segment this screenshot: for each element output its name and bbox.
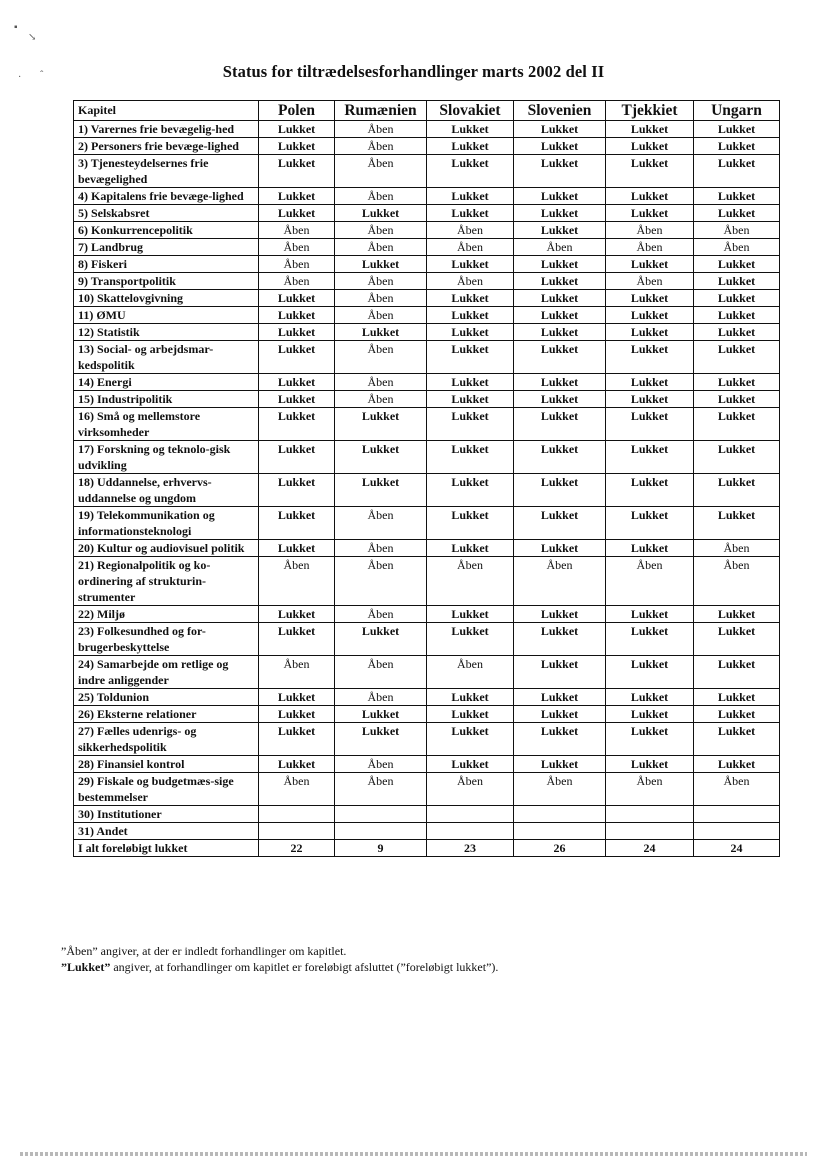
- status-cell-slovakiet: Åben: [427, 557, 514, 606]
- status-cell-ungarn: [694, 823, 780, 840]
- status-cell-tjekkiet: Lukket: [606, 188, 694, 205]
- status-cell-ungarn: Lukket: [694, 408, 780, 441]
- column-header-tjekkiet: Tjekkiet: [606, 101, 694, 121]
- status-cell-tjekkiet: Lukket: [606, 623, 694, 656]
- status-cell-ungarn: Lukket: [694, 706, 780, 723]
- chapter-cell: 2) Personers frie bevæge-lighed: [74, 138, 259, 155]
- chapter-cell: 21) Regionalpolitik og ko-ordinering af strukturin-strumenter: [74, 557, 259, 606]
- table-row: [74, 374, 780, 391]
- chapter-cell: 22) Miljø: [74, 606, 259, 623]
- status-cell-tjekkiet: Åben: [606, 273, 694, 290]
- status-cell-slovenien: Lukket: [514, 374, 606, 391]
- chapter-cell: 31) Andet: [74, 823, 259, 840]
- status-cell-tjekkiet: [606, 823, 694, 840]
- status-cell-rumaenien: Åben: [335, 239, 427, 256]
- status-cell-rumaenien: Åben: [335, 341, 427, 374]
- status-cell-slovakiet: Lukket: [427, 205, 514, 222]
- chapter-cell: 25) Toldunion: [74, 689, 259, 706]
- table-row: [74, 155, 780, 188]
- table-row: [74, 823, 780, 840]
- status-cell-polen: Lukket: [259, 507, 335, 540]
- total-value-rumaenien: 9: [335, 840, 427, 857]
- chapter-cell: 13) Social- og arbejdsmar-kedspolitik: [74, 341, 259, 374]
- status-cell-tjekkiet: Lukket: [606, 507, 694, 540]
- status-cell-rumaenien: Lukket: [335, 205, 427, 222]
- status-cell-rumaenien: Lukket: [335, 324, 427, 341]
- status-cell-slovenien: Lukket: [514, 756, 606, 773]
- status-cell-polen: Lukket: [259, 706, 335, 723]
- status-cell-slovenien: Lukket: [514, 341, 606, 374]
- status-cell-slovenien: Lukket: [514, 121, 606, 138]
- status-cell-slovakiet: Lukket: [427, 606, 514, 623]
- table-row: [74, 290, 780, 307]
- chapter-cell: 19) Telekommunikation og informationsteknologi: [74, 507, 259, 540]
- status-cell-ungarn: Åben: [694, 540, 780, 557]
- chapter-cell: 9) Transportpolitik: [74, 273, 259, 290]
- status-cell-slovenien: Åben: [514, 557, 606, 606]
- status-cell-slovakiet: Åben: [427, 273, 514, 290]
- status-cell-tjekkiet: Lukket: [606, 341, 694, 374]
- status-cell-polen: Åben: [259, 273, 335, 290]
- status-cell-slovenien: Lukket: [514, 391, 606, 408]
- table-row: [74, 507, 780, 540]
- status-cell-slovakiet: Åben: [427, 222, 514, 239]
- table-row: [74, 121, 780, 138]
- table-row: [74, 623, 780, 656]
- table-row: [74, 806, 780, 823]
- status-cell-tjekkiet: Lukket: [606, 408, 694, 441]
- status-cell-polen: Lukket: [259, 121, 335, 138]
- status-cell-ungarn: Lukket: [694, 756, 780, 773]
- status-cell-rumaenien: Åben: [335, 374, 427, 391]
- column-header-polen: Polen: [259, 101, 335, 121]
- chapter-cell: 26) Eksterne relationer: [74, 706, 259, 723]
- table-row: [74, 391, 780, 408]
- status-cell-polen: Lukket: [259, 723, 335, 756]
- table-body: [74, 121, 780, 840]
- status-cell-slovenien: Lukket: [514, 222, 606, 239]
- footnote-open-term: ”Åben”: [61, 944, 98, 958]
- table-row: [74, 273, 780, 290]
- chapter-cell: 3) Tjenesteydelsernes frie bevægelighed: [74, 155, 259, 188]
- status-cell-rumaenien: Åben: [335, 290, 427, 307]
- status-cell-polen: Lukket: [259, 188, 335, 205]
- status-cell-slovakiet: [427, 806, 514, 823]
- table-row: [74, 540, 780, 557]
- status-cell-ungarn: [694, 806, 780, 823]
- status-cell-slovenien: Lukket: [514, 689, 606, 706]
- status-cell-tjekkiet: Lukket: [606, 290, 694, 307]
- status-cell-ungarn: Lukket: [694, 441, 780, 474]
- status-cell-slovakiet: Åben: [427, 656, 514, 689]
- table-row: [74, 239, 780, 256]
- status-cell-rumaenien: Åben: [335, 138, 427, 155]
- status-cell-slovenien: Lukket: [514, 706, 606, 723]
- status-cell-ungarn: Lukket: [694, 155, 780, 188]
- status-cell-polen: Lukket: [259, 606, 335, 623]
- chapter-cell: 29) Fiskale og budgetmæs-sige bestemmelser: [74, 773, 259, 806]
- table-row: [74, 606, 780, 623]
- status-cell-tjekkiet: Lukket: [606, 706, 694, 723]
- table-row: [74, 256, 780, 273]
- status-cell-slovenien: Lukket: [514, 540, 606, 557]
- status-cell-slovenien: Lukket: [514, 441, 606, 474]
- status-cell-slovenien: [514, 823, 606, 840]
- status-cell-slovakiet: Lukket: [427, 256, 514, 273]
- status-cell-ungarn: Lukket: [694, 474, 780, 507]
- chapter-cell: 15) Industripolitik: [74, 391, 259, 408]
- status-cell-polen: Lukket: [259, 205, 335, 222]
- table-row: [74, 656, 780, 689]
- status-cell-ungarn: Lukket: [694, 324, 780, 341]
- status-cell-ungarn: Lukket: [694, 205, 780, 222]
- status-cell-polen: Lukket: [259, 374, 335, 391]
- table-row: [74, 756, 780, 773]
- status-cell-rumaenien: Åben: [335, 557, 427, 606]
- status-cell-slovenien: Lukket: [514, 307, 606, 324]
- status-cell-ungarn: Lukket: [694, 121, 780, 138]
- status-cell-ungarn: Lukket: [694, 656, 780, 689]
- scan-mark: ↘: [28, 32, 37, 43]
- status-cell-slovenien: Lukket: [514, 290, 606, 307]
- status-cell-slovakiet: Lukket: [427, 474, 514, 507]
- footnote-open: [61, 943, 741, 959]
- status-cell-rumaenien: Åben: [335, 391, 427, 408]
- status-cell-ungarn: Lukket: [694, 623, 780, 656]
- chapter-cell: 12) Statistik: [74, 324, 259, 341]
- chapter-cell: 27) Fælles udenrigs- og sikkerhedspolitik: [74, 723, 259, 756]
- status-cell-slovenien: Lukket: [514, 623, 606, 656]
- status-cell-polen: Åben: [259, 256, 335, 273]
- status-cell-slovakiet: Lukket: [427, 408, 514, 441]
- status-cell-slovenien: [514, 806, 606, 823]
- chapter-cell: 14) Energi: [74, 374, 259, 391]
- status-cell-slovenien: Lukket: [514, 723, 606, 756]
- status-cell-tjekkiet: Lukket: [606, 391, 694, 408]
- chapter-cell: 17) Forskning og teknolo-gisk udvikling: [74, 441, 259, 474]
- status-cell-rumaenien: Åben: [335, 155, 427, 188]
- status-cell-ungarn: Åben: [694, 557, 780, 606]
- table-row: [74, 689, 780, 706]
- status-cell-slovenien: Lukket: [514, 205, 606, 222]
- status-cell-slovakiet: Lukket: [427, 138, 514, 155]
- status-cell-tjekkiet: Lukket: [606, 474, 694, 507]
- scan-mark: ▪: [14, 22, 18, 33]
- total-value-slovakiet: 23: [427, 840, 514, 857]
- table-row: [74, 706, 780, 723]
- status-cell-rumaenien: Lukket: [335, 441, 427, 474]
- status-cell-slovakiet: Lukket: [427, 623, 514, 656]
- status-cell-rumaenien: Åben: [335, 689, 427, 706]
- status-cell-tjekkiet: Lukket: [606, 324, 694, 341]
- total-label: I alt foreløbigt lukket: [74, 840, 259, 857]
- chapter-cell: 20) Kultur og audiovisuel politik: [74, 540, 259, 557]
- chapter-cell: 16) Små og mellemstore virksomheder: [74, 408, 259, 441]
- footnotes: [61, 943, 741, 975]
- total-row: [74, 840, 780, 857]
- footnote-closed: [61, 959, 741, 975]
- status-cell-polen: [259, 806, 335, 823]
- status-cell-slovakiet: Lukket: [427, 391, 514, 408]
- status-cell-polen: Lukket: [259, 408, 335, 441]
- chapter-cell: 11) ØMU: [74, 307, 259, 324]
- status-cell-tjekkiet: Lukket: [606, 441, 694, 474]
- status-cell-ungarn: Lukket: [694, 290, 780, 307]
- status-cell-slovakiet: Lukket: [427, 689, 514, 706]
- status-cell-ungarn: Lukket: [694, 188, 780, 205]
- status-cell-rumaenien: Lukket: [335, 408, 427, 441]
- table-row: [74, 557, 780, 606]
- status-cell-ungarn: Lukket: [694, 374, 780, 391]
- status-cell-ungarn: Åben: [694, 239, 780, 256]
- status-cell-tjekkiet: Åben: [606, 557, 694, 606]
- scan-mark: ˆ: [40, 70, 44, 81]
- status-cell-tjekkiet: Åben: [606, 239, 694, 256]
- status-cell-ungarn: Lukket: [694, 606, 780, 623]
- status-cell-polen: Lukket: [259, 324, 335, 341]
- chapter-cell: 24) Samarbejde om retlige og indre anliggender: [74, 656, 259, 689]
- status-cell-slovakiet: Lukket: [427, 706, 514, 723]
- status-cell-slovenien: Lukket: [514, 474, 606, 507]
- chapter-cell: 4) Kapitalens frie bevæge-lighed: [74, 188, 259, 205]
- table-row: [74, 138, 780, 155]
- status-cell-slovenien: Lukket: [514, 408, 606, 441]
- status-cell-rumaenien: Åben: [335, 222, 427, 239]
- status-cell-ungarn: Lukket: [694, 138, 780, 155]
- status-cell-rumaenien: [335, 823, 427, 840]
- chapter-cell: 23) Folkesundhed og for-brugerbeskyttelse: [74, 623, 259, 656]
- status-cell-rumaenien: Lukket: [335, 256, 427, 273]
- table-row: [74, 441, 780, 474]
- table-row: [74, 205, 780, 222]
- status-cell-slovenien: Lukket: [514, 656, 606, 689]
- status-cell-tjekkiet: Åben: [606, 222, 694, 239]
- table-row: [74, 408, 780, 441]
- status-cell-rumaenien: [335, 806, 427, 823]
- status-cell-rumaenien: Åben: [335, 273, 427, 290]
- status-cell-slovakiet: Lukket: [427, 756, 514, 773]
- status-cell-slovakiet: Lukket: [427, 290, 514, 307]
- status-cell-tjekkiet: Lukket: [606, 606, 694, 623]
- status-cell-polen: Lukket: [259, 290, 335, 307]
- status-cell-ungarn: Lukket: [694, 307, 780, 324]
- status-cell-tjekkiet: Lukket: [606, 656, 694, 689]
- status-cell-polen: Lukket: [259, 391, 335, 408]
- status-cell-ungarn: Lukket: [694, 723, 780, 756]
- status-cell-rumaenien: Åben: [335, 507, 427, 540]
- table-row: [74, 341, 780, 374]
- footnote-closed-term: ”Lukket”: [61, 960, 111, 974]
- chapter-cell: 18) Uddannelse, erhvervs-uddannelse og ungdom: [74, 474, 259, 507]
- status-cell-tjekkiet: Lukket: [606, 121, 694, 138]
- status-cell-rumaenien: Lukket: [335, 623, 427, 656]
- status-cell-ungarn: Åben: [694, 773, 780, 806]
- status-cell-polen: Lukket: [259, 756, 335, 773]
- status-cell-rumaenien: Åben: [335, 188, 427, 205]
- status-cell-slovakiet: Lukket: [427, 155, 514, 188]
- status-cell-slovakiet: Lukket: [427, 374, 514, 391]
- table-row: [74, 324, 780, 341]
- status-cell-ungarn: Lukket: [694, 507, 780, 540]
- status-cell-polen: Lukket: [259, 441, 335, 474]
- status-cell-slovakiet: Lukket: [427, 121, 514, 138]
- status-cell-rumaenien: Åben: [335, 756, 427, 773]
- status-cell-slovakiet: Lukket: [427, 341, 514, 374]
- status-cell-polen: Lukket: [259, 307, 335, 324]
- status-cell-slovakiet: Lukket: [427, 324, 514, 341]
- status-cell-ungarn: Lukket: [694, 689, 780, 706]
- chapter-cell: 7) Landbrug: [74, 239, 259, 256]
- status-cell-rumaenien: Åben: [335, 540, 427, 557]
- status-cell-slovakiet: Lukket: [427, 723, 514, 756]
- page-title: Status for tiltrædelsesforhandlinger marts 2002 del II: [222, 62, 605, 81]
- status-table: [73, 100, 780, 857]
- status-cell-polen: Åben: [259, 773, 335, 806]
- table-row: [74, 474, 780, 507]
- scan-edge: [20, 1152, 807, 1156]
- status-cell-slovenien: Lukket: [514, 188, 606, 205]
- status-cell-rumaenien: Åben: [335, 606, 427, 623]
- chapter-cell: 10) Skattelovgivning: [74, 290, 259, 307]
- status-cell-slovakiet: Lukket: [427, 507, 514, 540]
- status-cell-slovakiet: Åben: [427, 773, 514, 806]
- status-cell-tjekkiet: Lukket: [606, 256, 694, 273]
- column-header-slovakiet: Slovakiet: [427, 101, 514, 121]
- status-cell-polen: Lukket: [259, 155, 335, 188]
- status-cell-tjekkiet: Lukket: [606, 540, 694, 557]
- status-cell-ungarn: Lukket: [694, 273, 780, 290]
- status-cell-polen: Åben: [259, 656, 335, 689]
- status-cell-tjekkiet: Lukket: [606, 374, 694, 391]
- status-cell-slovenien: Lukket: [514, 606, 606, 623]
- status-cell-slovakiet: Lukket: [427, 188, 514, 205]
- column-header-kapitel: Kapitel: [74, 101, 259, 121]
- status-cell-slovenien: Åben: [514, 239, 606, 256]
- status-cell-tjekkiet: Lukket: [606, 689, 694, 706]
- status-cell-tjekkiet: Lukket: [606, 155, 694, 188]
- status-cell-slovenien: Lukket: [514, 256, 606, 273]
- status-cell-ungarn: Åben: [694, 222, 780, 239]
- status-cell-rumaenien: Lukket: [335, 723, 427, 756]
- total-value-slovenien: 26: [514, 840, 606, 857]
- footnote-closed-text: angiver, at forhandlinger om kapitlet er foreløbigt afsluttet (”foreløbigt lukket”).: [110, 960, 499, 974]
- status-cell-slovakiet: Lukket: [427, 540, 514, 557]
- status-cell-polen: Lukket: [259, 689, 335, 706]
- status-cell-polen: Åben: [259, 239, 335, 256]
- total-value-ungarn: 24: [694, 840, 780, 857]
- status-cell-rumaenien: Åben: [335, 773, 427, 806]
- column-header-slovenien: Slovenien: [514, 101, 606, 121]
- status-cell-polen: Åben: [259, 557, 335, 606]
- status-cell-tjekkiet: [606, 806, 694, 823]
- status-cell-tjekkiet: Åben: [606, 773, 694, 806]
- status-cell-tjekkiet: Lukket: [606, 307, 694, 324]
- header-row: [74, 101, 780, 121]
- scan-mark: ·: [18, 72, 22, 83]
- status-cell-slovenien: Lukket: [514, 507, 606, 540]
- total-value-tjekkiet: 24: [606, 840, 694, 857]
- column-header-ungarn: Ungarn: [694, 101, 780, 121]
- table-row: [74, 222, 780, 239]
- chapter-cell: 6) Konkurrencepolitik: [74, 222, 259, 239]
- chapter-cell: 28) Finansiel kontrol: [74, 756, 259, 773]
- status-cell-ungarn: Lukket: [694, 341, 780, 374]
- column-header-rumaenien: Rumænien: [335, 101, 427, 121]
- status-cell-tjekkiet: Lukket: [606, 723, 694, 756]
- chapter-cell: 30) Institutioner: [74, 806, 259, 823]
- table-row: [74, 773, 780, 806]
- status-cell-tjekkiet: Lukket: [606, 138, 694, 155]
- status-cell-slovakiet: [427, 823, 514, 840]
- chapter-cell: 5) Selskabsret: [74, 205, 259, 222]
- total-value-polen: 22: [259, 840, 335, 857]
- status-cell-tjekkiet: Lukket: [606, 205, 694, 222]
- status-cell-polen: Lukket: [259, 474, 335, 507]
- status-cell-polen: [259, 823, 335, 840]
- status-cell-slovenien: Lukket: [514, 324, 606, 341]
- status-cell-rumaenien: Lukket: [335, 706, 427, 723]
- status-cell-ungarn: Lukket: [694, 256, 780, 273]
- status-cell-polen: Lukket: [259, 623, 335, 656]
- status-cell-polen: Lukket: [259, 138, 335, 155]
- chapter-cell: 1) Varernes frie bevægelig-hed: [74, 121, 259, 138]
- status-cell-tjekkiet: Lukket: [606, 756, 694, 773]
- status-cell-ungarn: Lukket: [694, 391, 780, 408]
- status-cell-slovakiet: Åben: [427, 239, 514, 256]
- status-cell-rumaenien: Lukket: [335, 474, 427, 507]
- status-cell-rumaenien: Åben: [335, 307, 427, 324]
- table-row: [74, 723, 780, 756]
- status-cell-polen: Lukket: [259, 341, 335, 374]
- status-cell-rumaenien: Åben: [335, 656, 427, 689]
- status-cell-polen: Åben: [259, 222, 335, 239]
- table-row: [74, 188, 780, 205]
- status-cell-slovakiet: Lukket: [427, 441, 514, 474]
- chapter-cell: 8) Fiskeri: [74, 256, 259, 273]
- status-cell-polen: Lukket: [259, 540, 335, 557]
- status-cell-slovenien: Lukket: [514, 155, 606, 188]
- status-cell-rumaenien: Åben: [335, 121, 427, 138]
- status-cell-slovakiet: Lukket: [427, 307, 514, 324]
- footnote-open-text: angiver, at der er indledt forhandlinger om kapitlet.: [97, 944, 347, 958]
- status-cell-slovenien: Lukket: [514, 273, 606, 290]
- table-row: [74, 307, 780, 324]
- status-cell-slovenien: Lukket: [514, 138, 606, 155]
- status-cell-slovenien: Åben: [514, 773, 606, 806]
